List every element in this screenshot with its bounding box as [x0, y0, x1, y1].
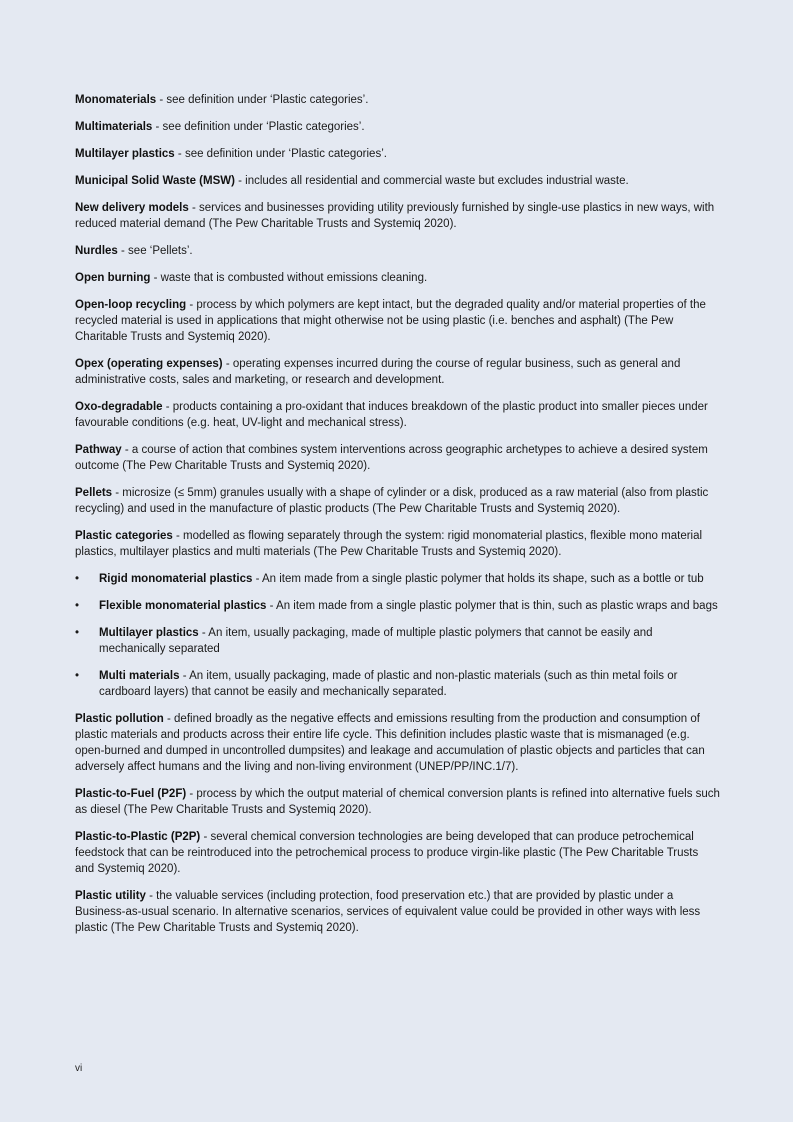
glossary-term: Rigid monomaterial plastics — [99, 573, 253, 585]
glossary-page — [75, 92, 720, 947]
glossary-definition: - An item made from a single plastic polymer that holds its shape, such as a bottle or tub — [252, 573, 704, 585]
bullet-icon: • — [75, 670, 80, 682]
plastic-categories-list — [75, 571, 720, 700]
glossary-entry — [75, 243, 720, 259]
glossary-definition: - see definition under ‘Plastic categories’. — [152, 121, 365, 133]
glossary-term: Multilayer plastics — [75, 148, 175, 160]
glossary-entry — [75, 786, 720, 818]
glossary-entry — [75, 270, 720, 286]
glossary-definition: - see definition under ‘Plastic categories’. — [156, 94, 369, 106]
glossary-term: Municipal Solid Waste (MSW) — [75, 175, 235, 187]
glossary-term: Monomaterials — [75, 94, 157, 106]
glossary-entry — [75, 528, 720, 560]
glossary-term: Multimaterials — [75, 121, 153, 133]
glossary-term: Plastic pollution — [75, 713, 164, 725]
glossary-entry — [75, 399, 720, 431]
bullet-icon: • — [75, 600, 80, 612]
glossary-entry — [75, 173, 720, 189]
glossary-definition: - process by which polymers are kept intact, but the degraded quality and/or material properties of the recycled material is used in applications that might otherwise not be using plastic (i.e. benches and asphalt) (The Pew Charitable Trusts and Systemiq 2020). — [75, 299, 706, 343]
glossary-definition: - microsize (≤ 5mm) granules usually with a shape of cylinder or a disk, produced as a raw material (also from plastic recycling) and used in the manufacture of plastic products (The Pew Charitable Trusts and Systemiq 2020). — [75, 487, 709, 515]
glossary-term: Nurdles — [75, 245, 118, 257]
glossary-definition: - see definition under ‘Plastic categories’. — [174, 148, 387, 160]
glossary-definition: - the valuable services (including protection, food preservation etc.) that are provided by plastic under a Business-as-usual scenario. In alternative scenarios, services of equivalent value could be provided in other ways with less plastic (The Pew Charitable Trusts and Systemiq 2020). — [75, 890, 701, 934]
glossary-term: Plastic-to-Plastic (P2P) — [75, 831, 201, 843]
glossary-entry — [75, 119, 720, 135]
glossary-definition: - includes all residential and commercial waste but excludes industrial waste. — [234, 175, 629, 187]
glossary-entry — [75, 146, 720, 162]
glossary-definition: - several chemical conversion technologies are being developed that can produce petrochemical feedstock that can be reintroduced into the petrochemical process to produce virgin-like plastic (The Pew Charitable Trusts and Systemiq 2020). — [75, 831, 699, 875]
glossary-entry — [75, 200, 720, 232]
glossary-term: Pathway — [75, 444, 122, 456]
glossary-entry — [75, 829, 720, 877]
glossary-definition: - a course of action that combines system interventions across geographic archetypes to achieve a desired system outcome (The Pew Charitable Trusts and Systemiq 2020). — [75, 444, 708, 472]
glossary-term: Plastic utility — [75, 890, 146, 902]
glossary-entry — [75, 297, 720, 345]
bullet-icon: • — [75, 573, 80, 585]
glossary-term: Multilayer plastics — [99, 627, 199, 639]
glossary-entry — [75, 711, 720, 775]
bullet-icon: • — [75, 627, 80, 639]
glossary-entry — [75, 888, 720, 936]
list-item — [75, 571, 720, 587]
glossary-entry — [75, 485, 720, 517]
glossary-definition: - defined broadly as the negative effects and emissions resulting from the production and consumption of plastic materials and products across their entire life cycle. This definition includes plastic waste that is mismanaged (e.g. open-burned and dumped in uncontrolled dumpsites) and leakage and accumulation of plastic objects and particles that can adversely affect humans and the living and non-living environment (UNEP/PP/INC.1/7). — [75, 713, 705, 773]
glossary-definition: - waste that is combusted without emissions cleaning. — [150, 272, 428, 284]
glossary-entry — [75, 92, 720, 108]
glossary-term: Plastic-to-Fuel (P2F) — [75, 788, 187, 800]
glossary-definition: - modelled as flowing separately through the system: rigid monomaterial plastics, flexible mono material plastics, multilayer plastics and multi materials (The Pew Charitable Trusts and Systemiq 2020). — [75, 530, 703, 558]
glossary-term: Flexible monomaterial plastics — [99, 600, 267, 612]
page-number: vi — [75, 1063, 83, 1074]
glossary-term: New delivery models — [75, 202, 189, 214]
glossary-term: Opex (operating expenses) — [75, 358, 223, 370]
glossary-term: Open-loop recycling — [75, 299, 187, 311]
glossary-term: Oxo-degradable — [75, 401, 163, 413]
glossary-definition: - see ‘Pellets’. — [117, 245, 193, 257]
list-item — [75, 625, 720, 657]
glossary-entry — [75, 356, 720, 388]
glossary-definition: - process by which the output material of chemical conversion plants is refined into alternative fuels such as diesel (The Pew Charitable Trusts and Systemiq 2020). — [75, 788, 720, 816]
glossary-term: Multi materials — [99, 670, 180, 682]
glossary-term: Open burning — [75, 272, 151, 284]
glossary-term: Pellets — [75, 487, 113, 499]
list-item — [75, 598, 720, 614]
glossary-term: Plastic categories — [75, 530, 173, 542]
list-item — [75, 668, 720, 700]
glossary-entry — [75, 442, 720, 474]
glossary-definition: - services and businesses providing utility previously furnished by single-use plastics in new ways, with reduced material demand (The Pew Charitable Trusts and Systemiq 2020). — [75, 202, 715, 230]
glossary-definition: - operating expenses incurred during the course of regular business, such as general and administrative costs, sales and marketing, or research and development. — [75, 358, 681, 386]
glossary-definition: - An item, usually packaging, made of plastic and non-plastic materials (such as thin metal foils or cardboard layers) that cannot be easily and mechanically separated. — [99, 670, 678, 698]
glossary-definition: - products containing a pro-oxidant that induces breakdown of the plastic product into smaller pieces under favourable conditions (e.g. heat, UV-light and mechanical stress). — [75, 401, 708, 429]
glossary-definition: - An item made from a single plastic polymer that is thin, such as plastic wraps and bags — [266, 600, 718, 612]
glossary-definition: - An item, usually packaging, made of multiple plastic polymers that cannot be easily and mechanically separated — [99, 627, 653, 655]
